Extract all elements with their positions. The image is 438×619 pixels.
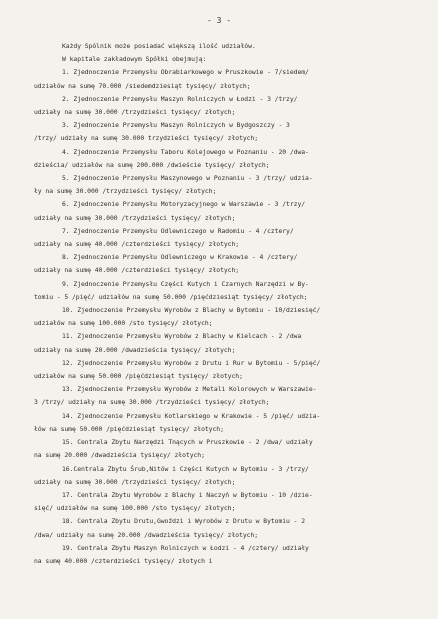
- text-line: 17. Centrala Zbytu Wyrobów z Blachy i Naczyń w Bytomiu - 10 /dzie-: [62, 490, 313, 499]
- text-line: 9. Zjednoczenie Przemysłu Części Kutych i Czarnych Narzędzi w By-: [62, 279, 309, 288]
- text-line: 3. Zjednoczenie Przemysłu Maszyn Rolniczych w Bydgoszczy - 3: [62, 121, 290, 130]
- text-line: udziałów na sumę 100.000 /sto tysięcy/ złotych;: [34, 319, 213, 328]
- text-line: 19. Centrala Zbytu Maszyn Rolniczych w Łodzi - 4 /cztery/ udziały: [62, 543, 309, 552]
- text-line: 7. Zjednoczenie Przemysłu Odlewniczego w Radomiu - 4 /cztery/: [62, 226, 294, 235]
- text-line: /dwa/ udziały na sumę 20.000 /dwadzieścia tysięcy/ złotych;: [34, 530, 259, 539]
- text-line: udziały na sumę 20.000 /dwadzieścia tysięcy/ złotych;: [34, 345, 236, 354]
- text-line: na sumę 20.000 /dwadzieścia tysięcy/ złotych;: [34, 451, 205, 460]
- page-number: - 3 -: [206, 16, 232, 25]
- text-line: 18. Centrala Zbytu Drutu,Gwoździ i Wyrobów z Drutu w Bytomiu - 2: [62, 517, 306, 526]
- text-line: udziały na sumę 40.000 /czterdzieści tysięcy/ złotych;: [34, 240, 240, 249]
- text-line: 5. Zjednoczenie Przemysłu Maszynowego w Poznaniu - 3 /trzy/ udzia-: [62, 174, 313, 183]
- text-line: W kapitale zakładowym Spółki obejmują:: [62, 55, 207, 64]
- text-line: 14. Zjednoczenie Przemysłu Kotlarskiego w Krakowie - 5 /pięć/ udzia-: [62, 411, 321, 420]
- text-line: 3 /trzy/ udziały na sumę 30.000 /trzydzieści tysięcy/ złotych;: [34, 398, 270, 407]
- text-line: 8. Zjednoczenie Przemysłu Odlewniczego w Krakowie - 4 /cztery/: [62, 253, 298, 262]
- text-line: łów na sumę 50.000 /pięćdziesiąt tysięcy/ złotych;: [34, 424, 224, 433]
- text-line: ły na sumę 30.000 /trzydzieści tysięcy/ złotych;: [34, 187, 217, 196]
- text-line: na sumę 40.000 /czterdzieści tysięcy/ złotych i: [34, 556, 213, 565]
- text-line: udziałów na sumę 70.000 /siedemdziesiąt tysięcy/ złotych;: [34, 81, 251, 90]
- text-line: udziały na sumę 30.000 /trzydzieści tysięcy/ złotych;: [34, 213, 236, 222]
- text-line: 2. Zjednoczenie Przemysłu Maszyn Rolniczych w Łodzi - 3 /trzy/: [62, 94, 298, 103]
- text-line: udziały na sumę 30.000 /trzydzieści tysięcy/ złotych;: [34, 108, 236, 117]
- text-line: udziałów na sumę 50.000 /pięćdziesiąt tysięcy/ złotych;: [34, 372, 243, 381]
- document-body: [34, 40, 422, 568]
- text-line: udziały na sumę 40.000 /czterdzieści tysięcy/ złotych;: [34, 266, 240, 275]
- text-line: 16.Centrala Zbytu Śrub,Nitów i Części Kutych w Bytomiu - 3 /trzy/: [62, 464, 309, 473]
- text-line: 4. Zjednoczenie Przemysłu Taboru Kolejowego w Poznaniu - 20 /dwa-: [62, 147, 309, 156]
- text-line: udziały na sumę 30.000 /trzydzieści tysięcy/ złotych;: [34, 477, 236, 486]
- text-line: 1. Zjednoczenie Przemysłu Obrabiarkowego w Pruszkowie - 7/siedem/: [62, 68, 309, 77]
- text-line: Każdy Spólnik może posiadać większą ilość udziałów.: [62, 42, 256, 50]
- text-line: /trzy/ udziały na sumę 30.000 trzydzieści tysięcy/ złotych;: [34, 134, 259, 143]
- text-line: tomiu - 5 /pięć/ udziałów na sumę 50.000 /pięćdziesiąt tysięcy/ złotych;: [34, 292, 308, 301]
- text-line: sięć/ udziałów na sumę 100.000 /sto tysięcy/ złotych;: [34, 504, 236, 513]
- text-line: 12. Zjednoczenie Przemysłu Wyrobów z Drutu i Rur w Bytomiu - 5/pięć/: [62, 358, 321, 367]
- text-line: 13. Zjednoczenie Przemysłu Wyrobów z Metali Kolorowych w Warszawie-: [62, 385, 317, 394]
- text-line: 10. Zjednoczenie Przemysłu Wyrobów z Blachy w Bytomiu - 10/dziesięć/: [62, 306, 321, 315]
- text-line: 11. Zjednoczenie Przemysłu Wyrobów z Blachy w Kielcach - 2 /dwa: [62, 332, 302, 341]
- text-line: 15. Centrala Zbytu Narzędzi Tnących w Pruszkowie - 2 /dwa/ udziały: [62, 438, 313, 447]
- text-line: dzieścia/ udziałów na sumę 200.000 /dwieście tysięcy/ złotych;: [34, 160, 270, 169]
- text-line: 6. Zjednoczenie Przemysłu Motoryzacyjnego w Warszawie - 3 /trzy/: [62, 200, 306, 209]
